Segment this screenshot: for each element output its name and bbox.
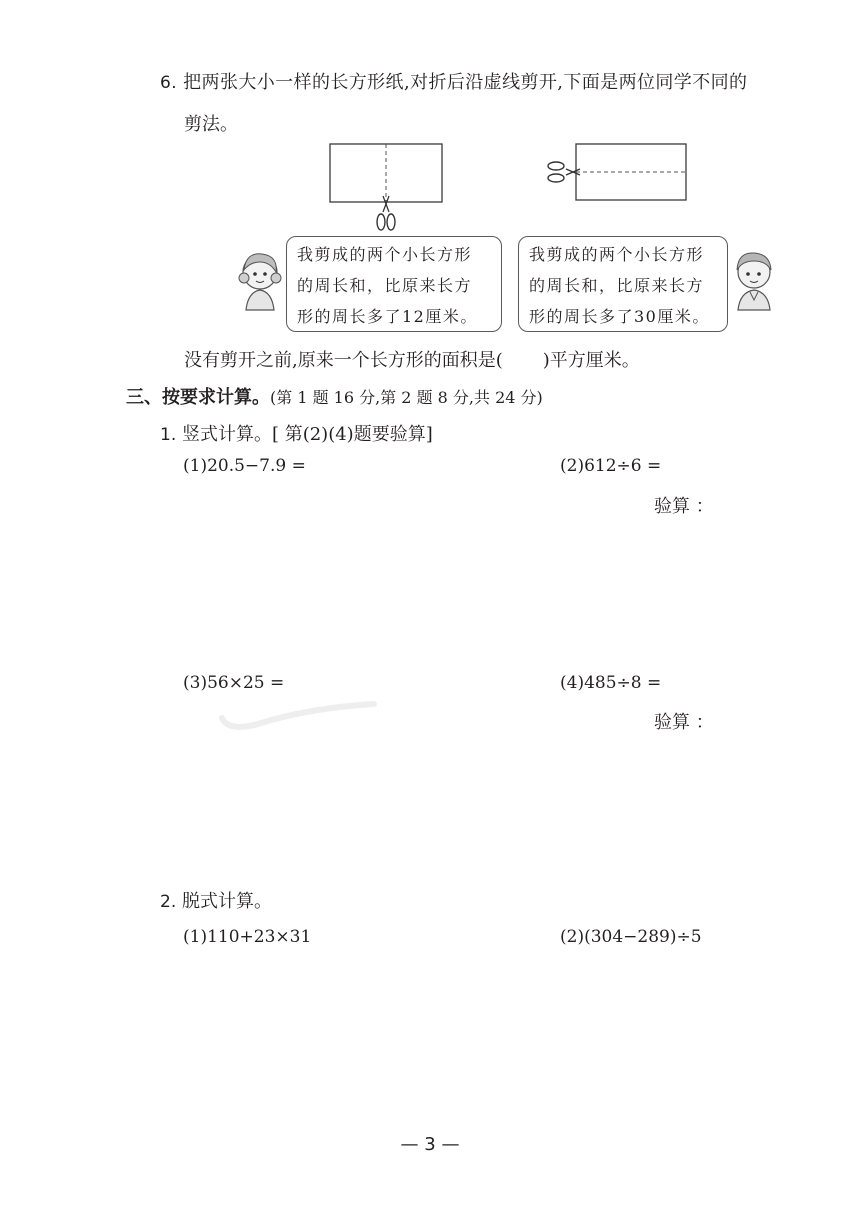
section3-title: 三、按要求计算。 — [126, 387, 270, 408]
girl-avatar — [236, 248, 286, 312]
girl-bubble-line3: 形的周长多了12厘米。 — [297, 307, 478, 326]
part1-item-2: (2)612÷6 = — [560, 456, 662, 476]
section3-note: (第 1 题 16 分,第 2 题 8 分,共 24 分) — [270, 388, 543, 407]
boy-avatar — [730, 246, 780, 312]
q6-statement-line1 — [160, 68, 747, 94]
part1-item-3: (3)56×25 = — [183, 673, 285, 693]
part1-title — [160, 420, 433, 446]
boy-bubble-line2: 的周长和，比原来长方 — [529, 276, 705, 295]
part1-number: 1. — [160, 425, 177, 445]
boy-bubble-line1: 我剪成的两个小长方形 — [529, 245, 705, 264]
boy-bubble-line3: 形的周长多了30厘米。 — [529, 307, 710, 326]
right-rectangle-figure — [540, 140, 692, 206]
girl-speech-bubble — [286, 236, 502, 332]
part2-title — [160, 887, 272, 913]
part1-item-4: (4)485÷8 = — [560, 673, 662, 693]
part1-item-1: (1)20.5−7.9 = — [183, 456, 306, 476]
left-rectangle-figure — [326, 142, 448, 234]
q6-question-before: 没有剪开之前,原来一个长方形的面积是( — [184, 350, 503, 371]
q6-statement-line2: 剪法。 — [184, 114, 238, 135]
q6-number: 6. — [160, 73, 178, 93]
girl-bubble-line2: 的周长和，比原来长方 — [297, 276, 473, 295]
part2-item-2: (2)(304−289)÷5 — [560, 927, 702, 947]
boy-speech-bubble — [518, 236, 728, 332]
decorative-swoosh — [218, 698, 378, 734]
part2-number: 2. — [160, 892, 177, 912]
part1-item-4-check-label: 验算 ： — [654, 712, 714, 733]
part1-title-text: 竖式计算。[ 第(2)(4)题要验算] — [181, 424, 433, 445]
section3-heading — [126, 383, 543, 409]
part2-title-text: 脱式计算。 — [181, 891, 272, 912]
q6-question-after: )平方厘米。 — [542, 350, 640, 371]
q6-line1-text: 把两张大小一样的长方形纸,对折后沿虚线剪开,下面是两位同学不同的 — [183, 72, 748, 93]
scissors-icon — [548, 162, 580, 182]
girl-bubble-line1: 我剪成的两个小长方形 — [297, 245, 473, 264]
page-number: — 3 — — [400, 1134, 460, 1155]
part2-item-1: (1)110+23×31 — [183, 927, 312, 947]
q6-question — [184, 346, 640, 372]
part1-item-2-check-label: 验算 ： — [654, 496, 714, 517]
